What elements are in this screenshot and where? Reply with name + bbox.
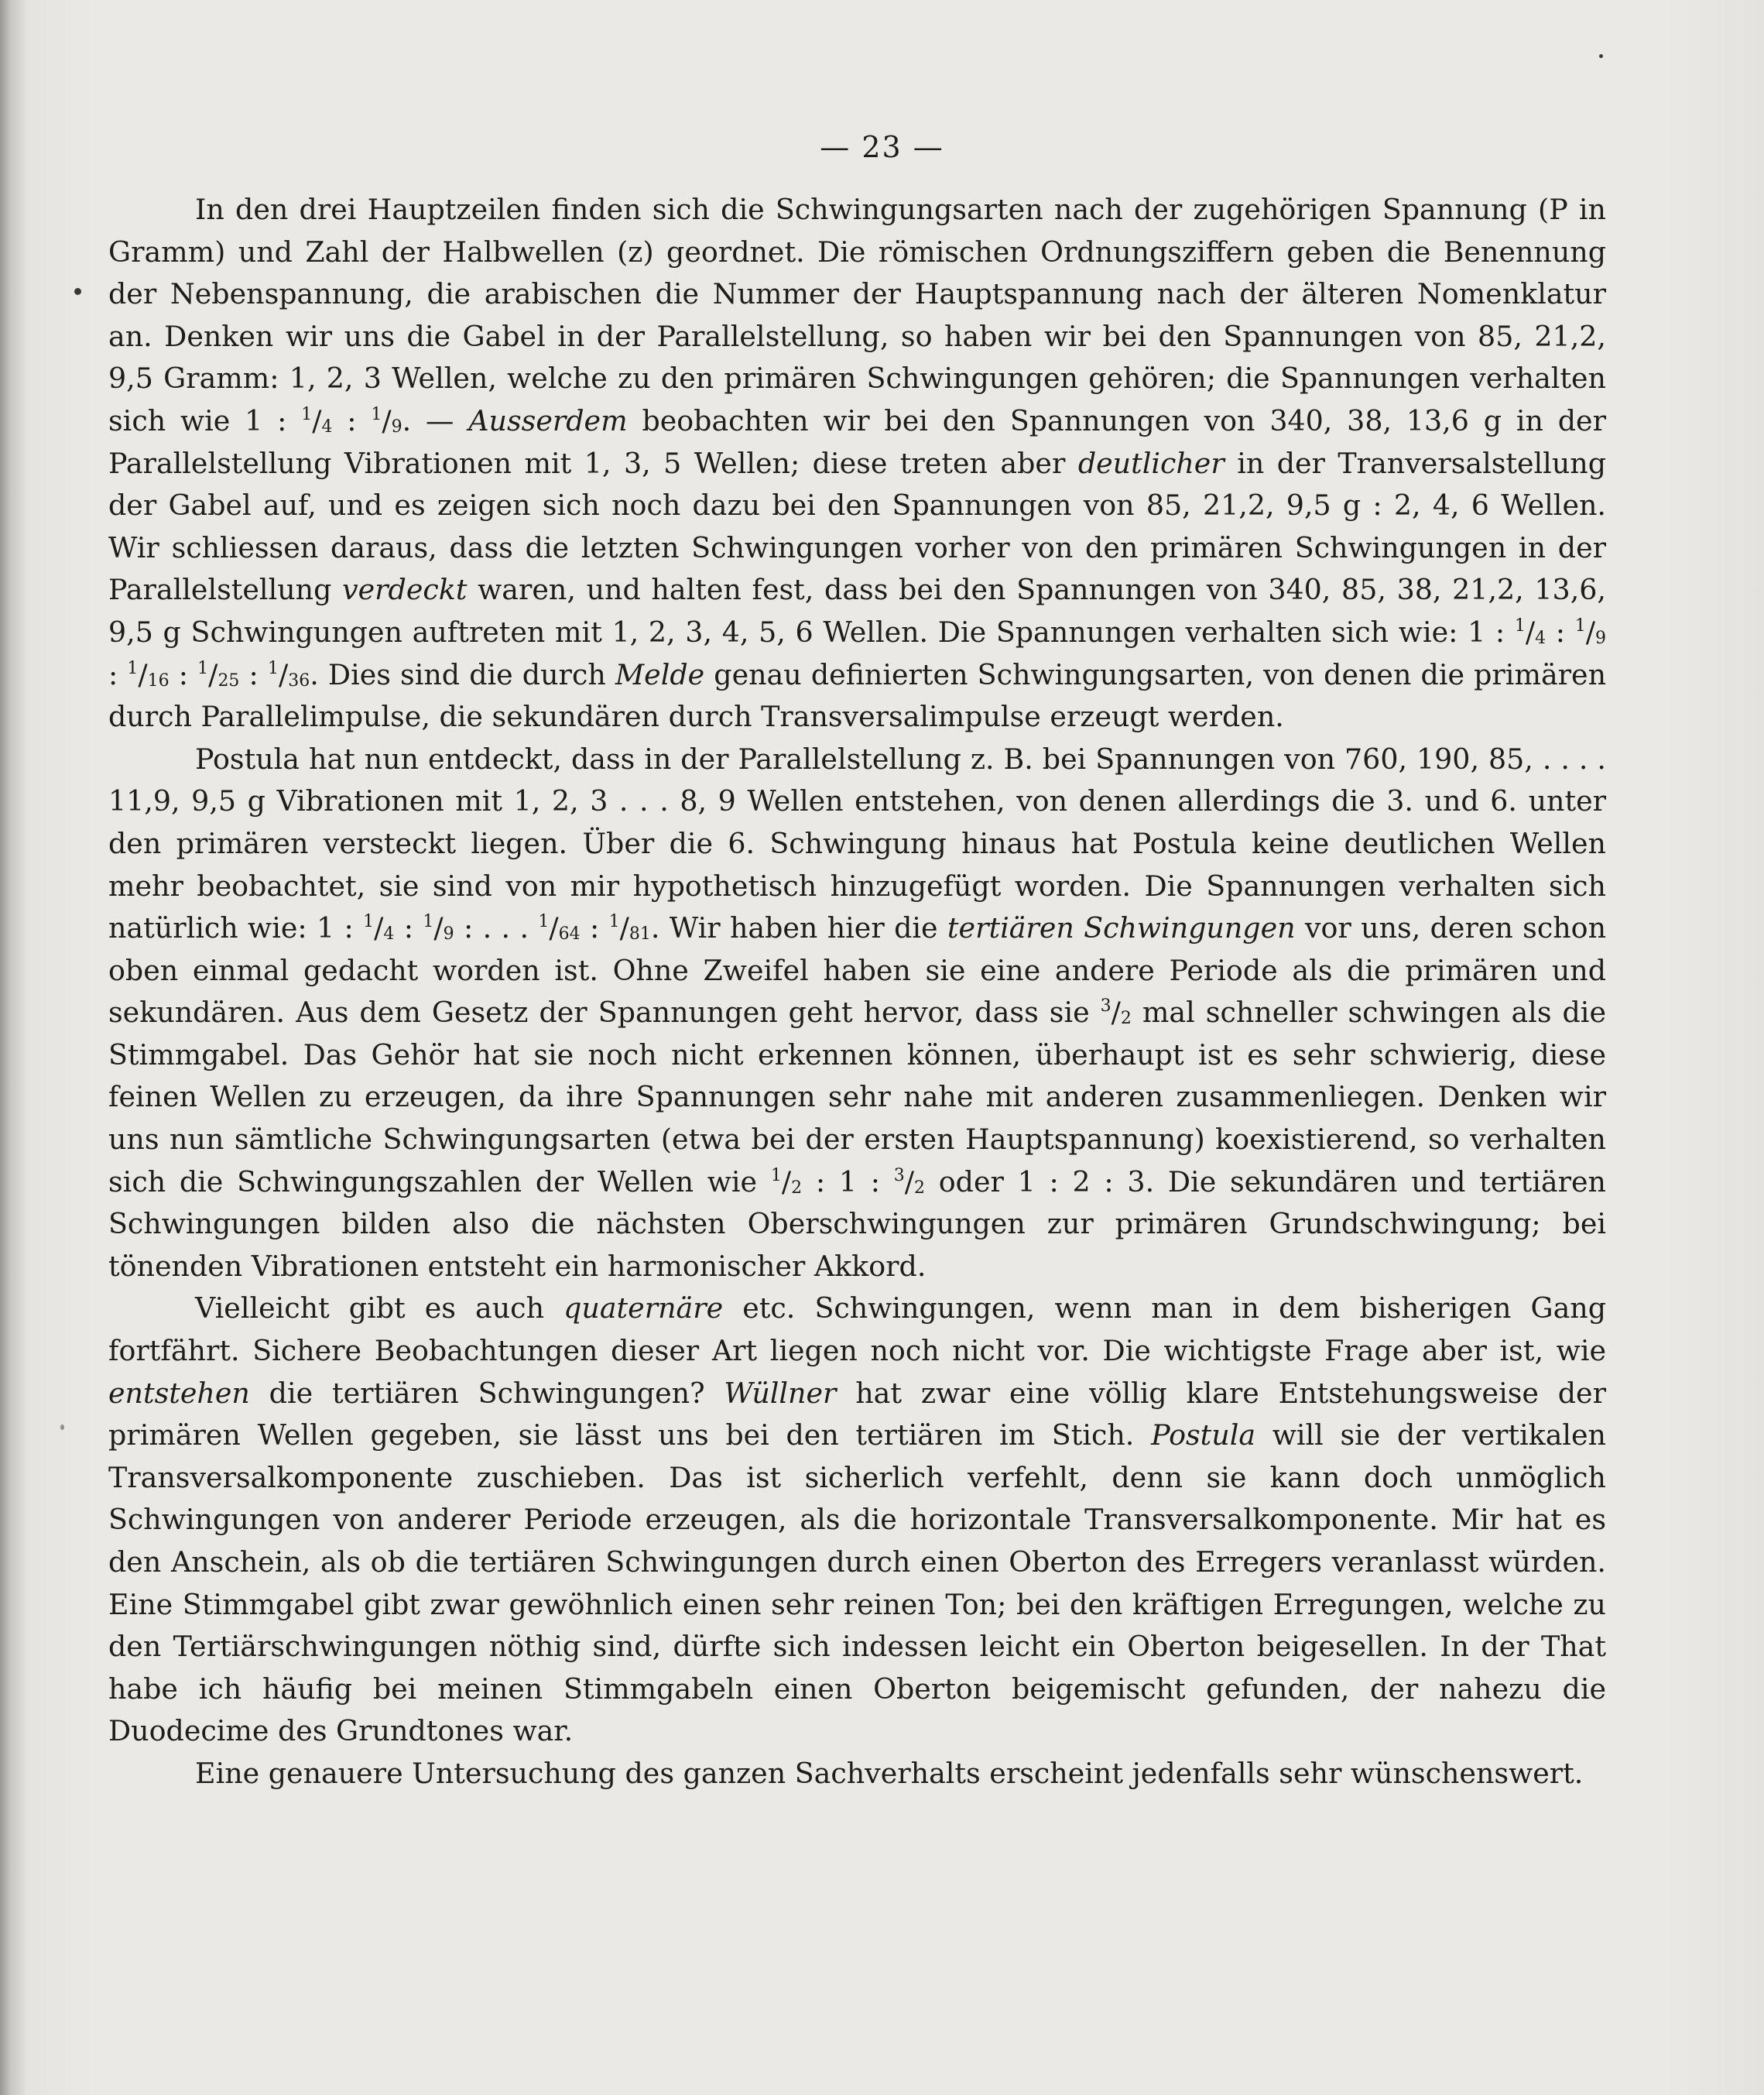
text-run: in der Tranversalstellung der Gabel auf, und es zeigen sich noch dazu bei den Spannungen von 85, 21,2, 9,5 g : 2, 4, 6 Wellen. Wir schliessen daraus, dass die letzten Schwingungen vorher von den primären Schwingungen in der Parallelstellung xyxy=(108,446,1606,607)
text-run: : xyxy=(332,403,372,437)
fraction-denominator: 2 xyxy=(914,1178,926,1198)
fraction: $^1/_{25}$ xyxy=(197,657,240,691)
italic-text: Melde xyxy=(615,657,705,691)
fraction-denominator: 9 xyxy=(1595,628,1606,648)
text-run: . Dies sind die durch xyxy=(310,657,615,691)
fraction-numerator: 1 xyxy=(770,1165,782,1185)
fraction-numerator: 1 xyxy=(1514,615,1526,636)
text-run: . — xyxy=(402,403,469,437)
italic-text: entstehen xyxy=(108,1376,250,1410)
fraction-denominator: 2 xyxy=(1120,1009,1132,1029)
text-run: : xyxy=(239,657,268,691)
fraction: $^1/_4$ xyxy=(1514,615,1546,649)
fraction-numerator: 1 xyxy=(371,404,382,424)
fraction: $^3/_2$ xyxy=(1100,996,1132,1030)
fraction: $^1/_{81}$ xyxy=(608,911,651,945)
fraction-numerator: 1 xyxy=(363,912,375,932)
fraction: $^1/_{64}$ xyxy=(538,911,581,945)
fraction-numerator: 1 xyxy=(267,658,279,678)
margin-speck xyxy=(60,1425,64,1430)
fraction-denominator: 9 xyxy=(443,924,454,945)
text-run: etc. Schwingungen, wenn man in dem bisherigen Gang fortfährt. Sichere Beobachtungen dieser Art liegen noch nicht vor. Die wichtigste Frage aber ist, wie xyxy=(108,1291,1607,1368)
italic-text: verdeckt xyxy=(342,573,468,607)
text-run: : 1 : xyxy=(802,1164,894,1198)
fraction: $^1/_9$ xyxy=(371,403,402,437)
text-run: die tertiären Schwingungen? xyxy=(249,1376,724,1410)
fraction-denominator: 64 xyxy=(558,924,581,945)
fraction-numerator: 1 xyxy=(1574,615,1586,636)
italic-text: deutlicher xyxy=(1077,446,1225,480)
book-binding-edge xyxy=(0,0,25,2095)
text-run: genau definierten Schwingungsarten, von denen die primären durch Parallelimpulse, die sekundären durch Transversalimpulse erzeugt werden. xyxy=(108,657,1607,734)
text-run: . Wir haben hier die xyxy=(650,911,947,945)
margin-speck xyxy=(74,288,81,295)
fraction-numerator: 3 xyxy=(893,1165,905,1185)
page-number: — 23 — xyxy=(820,130,944,164)
fraction: $^1/_{16}$ xyxy=(127,657,170,691)
fraction-denominator: 25 xyxy=(218,670,240,691)
fraction-denominator: 4 xyxy=(383,924,395,945)
text-run: : xyxy=(1546,615,1575,649)
text-run: Eine genauere Untersuchung des ganzen Sachverhalts erscheint jedenfalls sehr wünschenswert. xyxy=(195,1756,1584,1790)
italic-text: Wüllner xyxy=(724,1376,837,1410)
fraction-denominator: 81 xyxy=(629,924,651,945)
text-run: Vielleicht gibt es auch xyxy=(195,1291,564,1325)
fraction: $^1/_9$ xyxy=(1574,615,1606,649)
fraction-denominator: 16 xyxy=(147,670,170,691)
italic-text: Ausserdem xyxy=(468,403,628,437)
fraction-numerator: 3 xyxy=(1100,996,1111,1017)
fraction-denominator: 4 xyxy=(321,417,333,437)
text-run: : xyxy=(108,657,128,691)
italic-text: tertiären Schwingungen xyxy=(947,911,1296,945)
text-run: : xyxy=(580,911,609,945)
fraction-denominator: 36 xyxy=(288,670,310,691)
text-run: beobachten wir bei den Spannungen von 340, 38, 13,6 g in der Parallelstellung Vibrationen mit 1, 3, 5 Wellen; diese treten aber xyxy=(108,403,1606,480)
italic-text: Postula xyxy=(1151,1418,1256,1452)
fraction-numerator: 1 xyxy=(301,404,313,424)
paragraph xyxy=(108,1753,1606,1795)
text-run: mal schneller schwingen als die Stimmgabel. Das Gehör hat sie noch nicht erkennen können, überhaupt ist es sehr schwierig, diese feinen Wellen zu erzeugen, da ihre Spannungen sehr nahe mit anderen zusammenliegen. Denken wir uns nun sämtliche Schwingungsarten (etwa bei der ersten Hauptspannung) koexistierend, so verhalten sich die Schwingungszahlen der Wellen wie xyxy=(108,996,1606,1198)
fraction: $^1/_4$ xyxy=(363,911,395,945)
fraction-numerator: 1 xyxy=(127,658,139,678)
fraction: $^1/_2$ xyxy=(770,1164,803,1198)
text-run: vor uns, deren schon oben einmal gedacht worden ist. Ohne Zweifel haben sie eine andere Periode als die primären und sekundären. Aus dem Gesetz der Spannungen geht hervor, dass sie xyxy=(108,911,1607,1030)
italic-text: quaternäre xyxy=(563,1291,724,1325)
fraction: $^1/_9$ xyxy=(423,911,454,945)
text-run: hat zwar eine völlig klare Entstehungsweise der primären Wellen gegeben, sie lässt uns bei den tertiären im Stich. xyxy=(108,1376,1606,1452)
text-run: Postula hat nun entdeckt, dass in der Parallelstellung z. B. bei Spannungen von 760, 190, 85, . . . . 11,9, 9,5 g Vibrationen mit 1, 2, 3 . . . 8, 9 Wellen entstehen, von denen allerdings die 3. und 6. unter den primären versteckt liegen. Über die 6. Schwingung hinaus hat Postula keine deutlichen Wellen mehr beobachtet, sie sind von mir hypothetisch hinzugefügt worden. Die Spannungen verhalten sich natürlich wie: 1 : xyxy=(108,742,1606,945)
fraction-numerator: 1 xyxy=(197,658,209,678)
body-text xyxy=(108,189,1606,1795)
margin-speck xyxy=(1599,54,1603,58)
fraction-numerator: 1 xyxy=(538,912,550,932)
fraction-denominator: 2 xyxy=(791,1178,803,1198)
fraction-denominator: 9 xyxy=(391,417,402,437)
fraction: $^3/_2$ xyxy=(893,1164,926,1198)
fraction-numerator: 1 xyxy=(423,912,434,932)
text-run: waren, und halten fest, dass bei den Spannungen von 340, 85, 38, 21,2, 13,6, 9,5 g Schwingungen auftreten mit 1, 2, 3, 4, 5, 6 Wellen. Die Spannungen verhalten sich wie: 1 : xyxy=(108,573,1606,649)
text-run: : xyxy=(169,657,198,691)
text-run: : . . . xyxy=(454,911,539,945)
text-run: will sie der vertikalen Transversalkomponente zuschieben. Das ist sicherlich verfehlt, denn sie kann doch unmöglich Schwingungen von anderer Periode erzeugen, als die horizontale Transversalkomponente. Mir hat es den Anschein, als ob die tertiären Schwingungen durch einen Oberton des Erregers veranlasst würden. Eine Stimmgabel gibt zwar gewöhnlich einen sehr reinen Ton; bei den kräftigen Erregungen, welche zu den Tertiärschwingungen nöthig sind, dürfte sich indessen leicht ein Oberton beigesellen. In der That habe ich häufig bei meinen Stimmgabeln einen Oberton beigemischt gefunden, der nahezu die Duodecime des Grundtones war. xyxy=(108,1418,1606,1748)
text-run: In den drei Hauptzeilen finden sich die Schwingungsarten nach der zugehörigen Spannung (P in Gramm) und Zahl der Halbwellen (z) geordnet. Die römischen Ordnungsziffern geben die Benennung der Nebenspannung, die arabischen die Nummer der Hauptspannung nach der älteren Nomenklatur an. Denken wir uns die Gabel in der Parallelstellung, so haben wir bei den Spannungen von 85, 21,2, 9,5 Gramm: 1, 2, 3 Wellen, welche zu den primären Schwingungen gehören; die Spannungen verhalten sich wie 1 : xyxy=(108,193,1606,437)
paragraph xyxy=(108,189,1606,739)
paragraph xyxy=(108,1288,1606,1753)
fraction: $^1/_{36}$ xyxy=(267,657,310,691)
fraction-denominator: 4 xyxy=(1535,628,1546,648)
text-run: oder 1 : 2 : 3. Die sekundären und tertiären Schwingungen bilden also die nächsten Oberschwingungen zur primären Grundschwingung; bei tönenden Vibrationen entsteht ein harmonischer Akkord. xyxy=(108,1164,1606,1283)
fraction: $^1/_4$ xyxy=(301,403,333,437)
text-run: : xyxy=(394,911,423,945)
paragraph xyxy=(108,739,1606,1288)
fraction-numerator: 1 xyxy=(608,912,620,932)
